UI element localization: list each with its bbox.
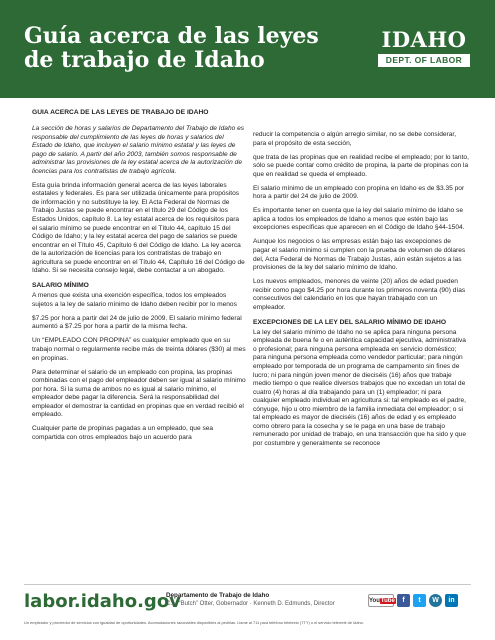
website-link[interactable]: labor.idaho.gov	[24, 591, 181, 612]
minimum-wage-paragraph-5: Cualquier parte de propinas pagadas a un empleado, que sea compartida con otros empleados bajo un acuerdo para	[32, 425, 214, 441]
section-heading-guide: GUIA ACERCA DE LAS LEYES DE TRABAJO DE IDAHO	[32, 109, 209, 116]
logo-wordmark: IDAHO	[381, 27, 467, 52]
section-heading-minimum-wage: SALARIO MÍNIMO	[32, 282, 89, 290]
youtube-icon[interactable]: YouTube	[368, 594, 394, 607]
minimum-wage-paragraph-3: Un “EMPLEADO CON PROPINA” es cualquier empleado que en su trabajo normal o regularmente recibe más de treinta dólares ($30) al mes en propinas.	[32, 337, 246, 362]
left-column	[32, 108, 246, 448]
social-links	[368, 594, 458, 607]
footer-department-name: Departamento de Trabajo de Idaho	[166, 592, 270, 599]
twitter-icon[interactable]: t	[413, 594, 426, 607]
idaho-dept-of-labor-logo	[378, 28, 470, 78]
minimum-wage-paragraph-1: A menos que exista una exención específica, todos los empleados sujetos a la ley de salario mínimo de Idaho deben recibir por lo menos	[32, 292, 237, 308]
footer-divider	[24, 584, 471, 585]
minimum-wage-paragraph-2: $7.25 por hora a partir del 24 de julio de 2009. El salario mínimo federal aumentó a $7.25 por hora a partir de la misma fecha.	[32, 314, 242, 331]
footer	[0, 584, 495, 640]
youtube-icon-label: Tube	[380, 598, 395, 604]
facebook-icon[interactable]: f	[397, 594, 410, 607]
right-paragraph-3: El salario mínimo de un empleado con propina en Idaho es de $3.35 por hora a partir del 24 de julio de 2009.	[253, 184, 465, 201]
right-paragraph-2: que trata de las propinas que en realidad recibe el empleado; por lo tanto, sólo se puede contar como crédito de propina, la parte de propinas con la que en realidad se queda el empleado.	[253, 153, 469, 178]
linkedin-icon[interactable]: in	[445, 594, 458, 607]
minimum-wage-paragraph-4: Para determinar el salario de un empleado con propina, las propinas combinadas con el pago del empleador deben ser igual al salario mínimo por hora. Si la suma de ambos no es igual al salario mínimo, el empleador debe pagar la diferencia. Será la responsabilidad del empleador el demostrar la cantidad en propinas que en verdad recibió el empleado.	[32, 368, 246, 419]
right-paragraph-1: reducir la competencia o algún arreglo similar, no se debe considerar, para el propósito de esta sección,	[253, 131, 457, 147]
right-paragraph-5: Aunque los negocios o las empresas están bajo las excepciones de pagar el salario mínimo si cumplen con la prueba de volumen de dólares del, Acta Federal de Normas de Trabajo Justas, aún están sujetos a las provisiones de la ley del salario mínimo de Idaho.	[253, 238, 466, 272]
logo-dept-label: DEPT. OF LABOR	[378, 54, 470, 67]
right-paragraph-6: Los nuevos empleados, menores de veinte (20) años de edad pueden recibir como pago $4.25 por hora durante los primeros noventa (90) días consecutivos del calendario en los que hayan trabajado con un empleador.	[253, 278, 466, 311]
right-paragraph-4: Es importante tener en cuenta que la ley del salario mínimo de Idaho se aplica a todos los empleados de Idaho a menos que estén bajo las excepciones específicas que aparecen en el Código de Idaho §44-1504.	[253, 207, 465, 232]
right-column	[253, 131, 469, 454]
footer-disclaimer: Un empleador y proveedor de servicios con igualdad de oportunidades. Acomodaciones razonables disponibles al pedirlas. Llame al 711 para teléfono teletexto (TTY) o el servicio telerrelé de Idaho.	[24, 620, 364, 625]
guide-paragraph: Esta guía brinda información general acerca de las leyes laborales estatales y federales. Es para ser utilizada únicamente para propósitos de información y no substituye la ley. El Acta Federal de Normas de Trabajo Justas se puede encontrar en el título 29 del Código de los Estados Unidos, capítulo 8. La ley estatal acerca de los requisitos para el salario mínimo se puede encontrar en el Título 44, capítulo 15 del Código de Idaho; y la ley estatal acerca del pago de salarios se puede encontrar en el Título 45, Capítulo 6 del Código de Idaho. La ley acerca de la autorización de licencias para los contratistas de trabajo en agricultura se puede encontrar en el Título 44, Capítulo 16 del Código de Idaho. Si se necesita consejo legal, debe contactar a un abogado.	[32, 181, 245, 275]
exceptions-paragraph: La ley del salario mínimo de Idaho no se aplica para ninguna persona empleada de buena fe o en auténtica capacidad ejecutiva, administrativa o profesional; para ninguna persona empleada en servicio doméstico; para ninguna persona empleada como vendedor particular; para ningún empleado por temporada de un programa de campamento sin fines de lucro; ni para ningún joven menor de dieciséis (16) años que trabaje medio tiempo o que realice diversos trabajos que no excedan un total de cuatro (4) horas al día trabajando para un (1) empleador; ni para cualquier empleado individual en agricultura si: tal empleado es el padre, cónyuge, hijo u otro miembro de la familia inmediata del empleador; o si tal empleado es mayor de dieciséis (16) años de edad y es empleado como obrero para la cosecha y se le paga en una base de trabajo remunerado por unidad de trabajo, en una transacción que ha sido y que por costumbre y generalmente se reconoce	[253, 328, 466, 447]
wordpress-icon[interactable]: W	[429, 594, 442, 607]
page-title: Guía acerca de las leyes de trabajo de Idaho	[24, 23, 319, 73]
footer-officials: C.L. “Butch” Otter, Gobernador · Kenneth D. Edmunds, Director	[166, 601, 335, 607]
intro-paragraph: La sección de horas y salarios de Departamento del Trabajo de Idaho es responsable del cumplimiento de las leyes de horas y salarios del Estado de Idaho, que incluyen el salario mínimo estatal y las leyes de pago de salario. A partir del año 2003, también somos responsable de administrar las provisiones de la ley estatal acerca de la autorización de licencias para los contratistas de trabajo agrícola.	[32, 125, 245, 175]
header-band	[0, 0, 495, 98]
section-heading-exceptions: EXCEPCIONES DE LA LEY DEL SALARIO MÍNIMO DE IDAHO	[253, 318, 447, 326]
